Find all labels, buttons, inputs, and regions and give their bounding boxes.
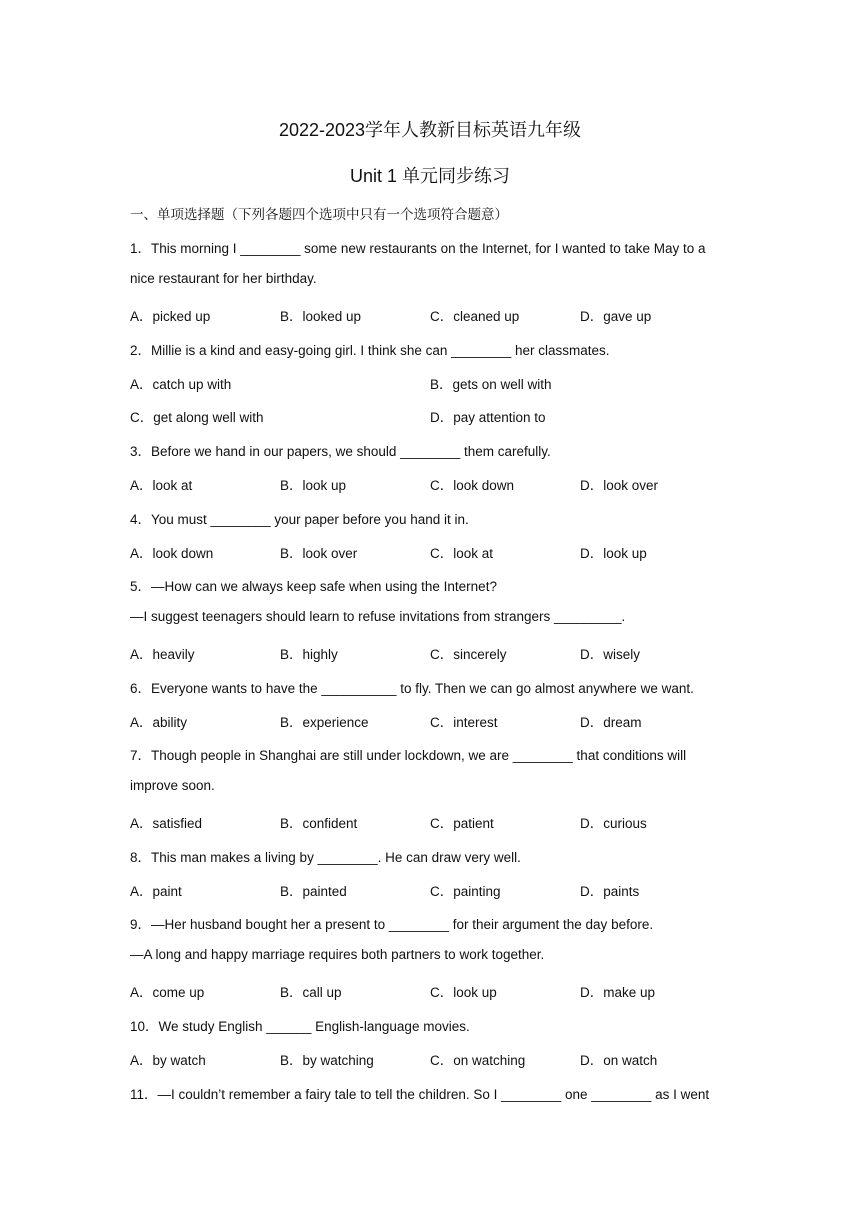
- question-10-options: [130, 1049, 750, 1069]
- document-title: 2022-2023学年人教新目标英语九年级: [278, 120, 582, 140]
- option-d: D．wisely: [580, 647, 641, 662]
- option-b: B．gets on well with: [430, 377, 552, 392]
- option-a: A．heavily: [130, 647, 195, 662]
- option-b: B．experience: [280, 715, 369, 730]
- question-7-line-1: 7．Though people in Shanghai are still under lockdown, we are ________ that conditions will: [130, 748, 687, 763]
- question-8-line-1: 8．This man makes a living by ________. He can draw very well.: [130, 850, 521, 865]
- option-a: A．come up: [130, 985, 205, 1000]
- option-a: A．look down: [130, 546, 214, 561]
- question-1-line-1: 1．This morning I ________ some new restaurants on the Internet, for I wanted to take May to a: [130, 241, 706, 256]
- option-b: B．painted: [280, 884, 347, 899]
- question-8-options: [130, 880, 750, 900]
- question-11-line-1: 11．—I couldn’t remember a fairy tale to tell the children. So I ________ one ________ as I went: [130, 1087, 710, 1102]
- option-d: D．look over: [580, 478, 659, 493]
- option-c: C．interest: [430, 715, 498, 730]
- option-a: A．satisfied: [130, 816, 203, 831]
- option-d: D．gave up: [580, 309, 652, 324]
- option-d: D．on watch: [580, 1053, 658, 1068]
- option-d: D．paints: [580, 884, 640, 899]
- option-c: C．sincerely: [430, 647, 507, 662]
- option-c: C．painting: [430, 884, 501, 899]
- option-a: A．paint: [130, 884, 182, 899]
- option-a: A．picked up: [130, 309, 211, 324]
- question-7-line-2: improve soon.: [130, 778, 215, 793]
- question-6-options: [130, 711, 750, 731]
- option-c: C．on watching: [430, 1053, 526, 1068]
- question-9-options: [130, 981, 750, 1001]
- question-5-options: [130, 643, 750, 663]
- option-b: B．looked up: [280, 309, 362, 324]
- option-c: C．get along well with: [130, 410, 264, 425]
- option-c: C．look up: [430, 985, 497, 1000]
- option-c: C．cleaned up: [430, 309, 520, 324]
- option-d: D．make up: [580, 985, 656, 1000]
- question-2-options-row-2: [130, 406, 750, 426]
- option-b: B．look over: [280, 546, 358, 561]
- question-7-options: [130, 812, 750, 832]
- option-a: A．catch up with: [130, 377, 232, 392]
- question-5-line-2: —I suggest teenagers should learn to refuse invitations from strangers _________.: [130, 609, 626, 624]
- question-9-line-2: —A long and happy marriage requires both partners to work together.: [130, 947, 545, 962]
- option-a: A．look at: [130, 478, 193, 493]
- option-c: C．look at: [430, 546, 494, 561]
- option-a: A．ability: [130, 715, 188, 730]
- question-4-line-1: 4．You must ________ your paper before you hand it in.: [130, 512, 469, 527]
- question-5-line-1: 5．—How can we always keep safe when using the Internet?: [130, 579, 497, 594]
- question-2-line-1: 2．Millie is a kind and easy-going girl. I think she can ________ her classmates.: [130, 343, 610, 358]
- option-d: D．dream: [580, 715, 642, 730]
- option-a: A．by watch: [130, 1053, 206, 1068]
- question-3-line-1: 3．Before we hand in our papers, we should ________ them carefully.: [130, 444, 551, 459]
- option-c: C．patient: [430, 816, 494, 831]
- section-heading: 一、单项选择题（下列各题四个选项中只有一个选项符合题意）: [130, 207, 508, 222]
- question-1-line-2: nice restaurant for her birthday.: [130, 271, 317, 286]
- question-3-options: [130, 474, 750, 494]
- question-1-options: [130, 305, 750, 325]
- option-d: D．look up: [580, 546, 647, 561]
- option-b: B．highly: [280, 647, 338, 662]
- question-6-line-1: 6．Everyone wants to have the __________ to fly. Then we can go almost anywhere we want.: [130, 681, 694, 696]
- option-b: B．by watching: [280, 1053, 374, 1068]
- option-b: B．look up: [280, 478, 347, 493]
- document-subtitle: Unit 1 单元同步练习: [349, 166, 511, 186]
- option-c: C．look down: [430, 478, 515, 493]
- option-d: D．curious: [580, 816, 647, 831]
- option-b: B．call up: [280, 985, 342, 1000]
- question-4-options: [130, 542, 750, 562]
- option-d: D．pay attention to: [430, 410, 546, 425]
- question-10-line-1: 10．We study English ______ English-language movies.: [130, 1019, 470, 1034]
- option-b: B．confident: [280, 816, 358, 831]
- question-2-options-row-1: [130, 373, 750, 393]
- question-9-line-1: 9．—Her husband bought her a present to ________ for their argument the day before.: [130, 917, 654, 932]
